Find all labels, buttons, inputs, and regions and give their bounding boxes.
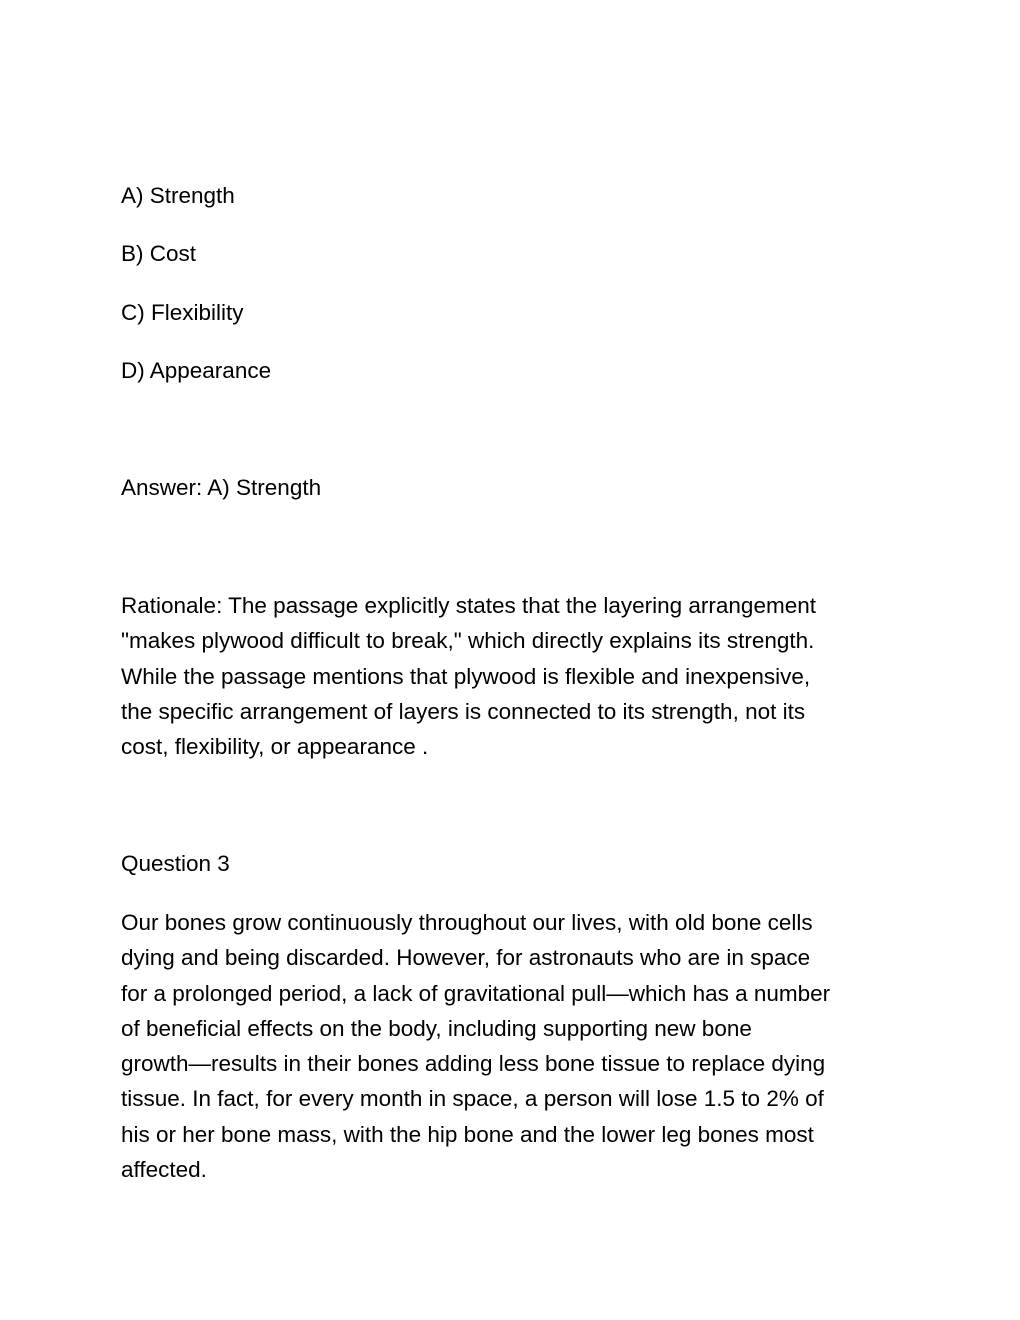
question-heading: Question 3 xyxy=(121,851,230,876)
rationale-line: While the passage mentions that plywood is flexible and inexpensive, xyxy=(121,663,811,689)
rationale-line: "makes plywood difficult to break," which directly explains its strength. xyxy=(121,628,815,654)
rationale-line: Rationale: The passage explicitly states that the layering arrangement xyxy=(121,593,816,618)
passage-line: dying and being discarded. However, for astronauts who are in space xyxy=(121,945,811,971)
rationale-line: the specific arrangement of layers is connected to its strength, not its xyxy=(121,698,806,724)
answer-line: Answer: A) Strength xyxy=(121,475,322,500)
passage-line: of beneficial effects on the body, including supporting new bone xyxy=(121,1015,752,1041)
rationale-paragraph xyxy=(121,588,911,764)
passage-paragraph xyxy=(121,905,911,1187)
passage-line: tissue. In fact, for every month in space, a person will lose 1.5 to 2% of xyxy=(121,1086,824,1112)
rationale-line: cost, flexibility, or appearance . xyxy=(121,734,429,760)
passage-line: his or her bone mass, with the hip bone and the lower leg bones most xyxy=(121,1121,814,1147)
option-c: C) Flexibility xyxy=(121,300,244,325)
passage-line: for a prolonged period, a lack of gravitational pull—which has a number xyxy=(121,980,831,1006)
passage-line: affected. xyxy=(121,1157,207,1183)
option-a: A) Strength xyxy=(121,183,235,208)
passage-line: Our bones grow continuously throughout our lives, with old bone cells xyxy=(121,910,813,935)
passage-line: growth—results in their bones adding less bone tissue to replace dying xyxy=(121,1051,826,1077)
option-b: B) Cost xyxy=(121,241,197,266)
option-d: D) Appearance xyxy=(121,358,272,383)
